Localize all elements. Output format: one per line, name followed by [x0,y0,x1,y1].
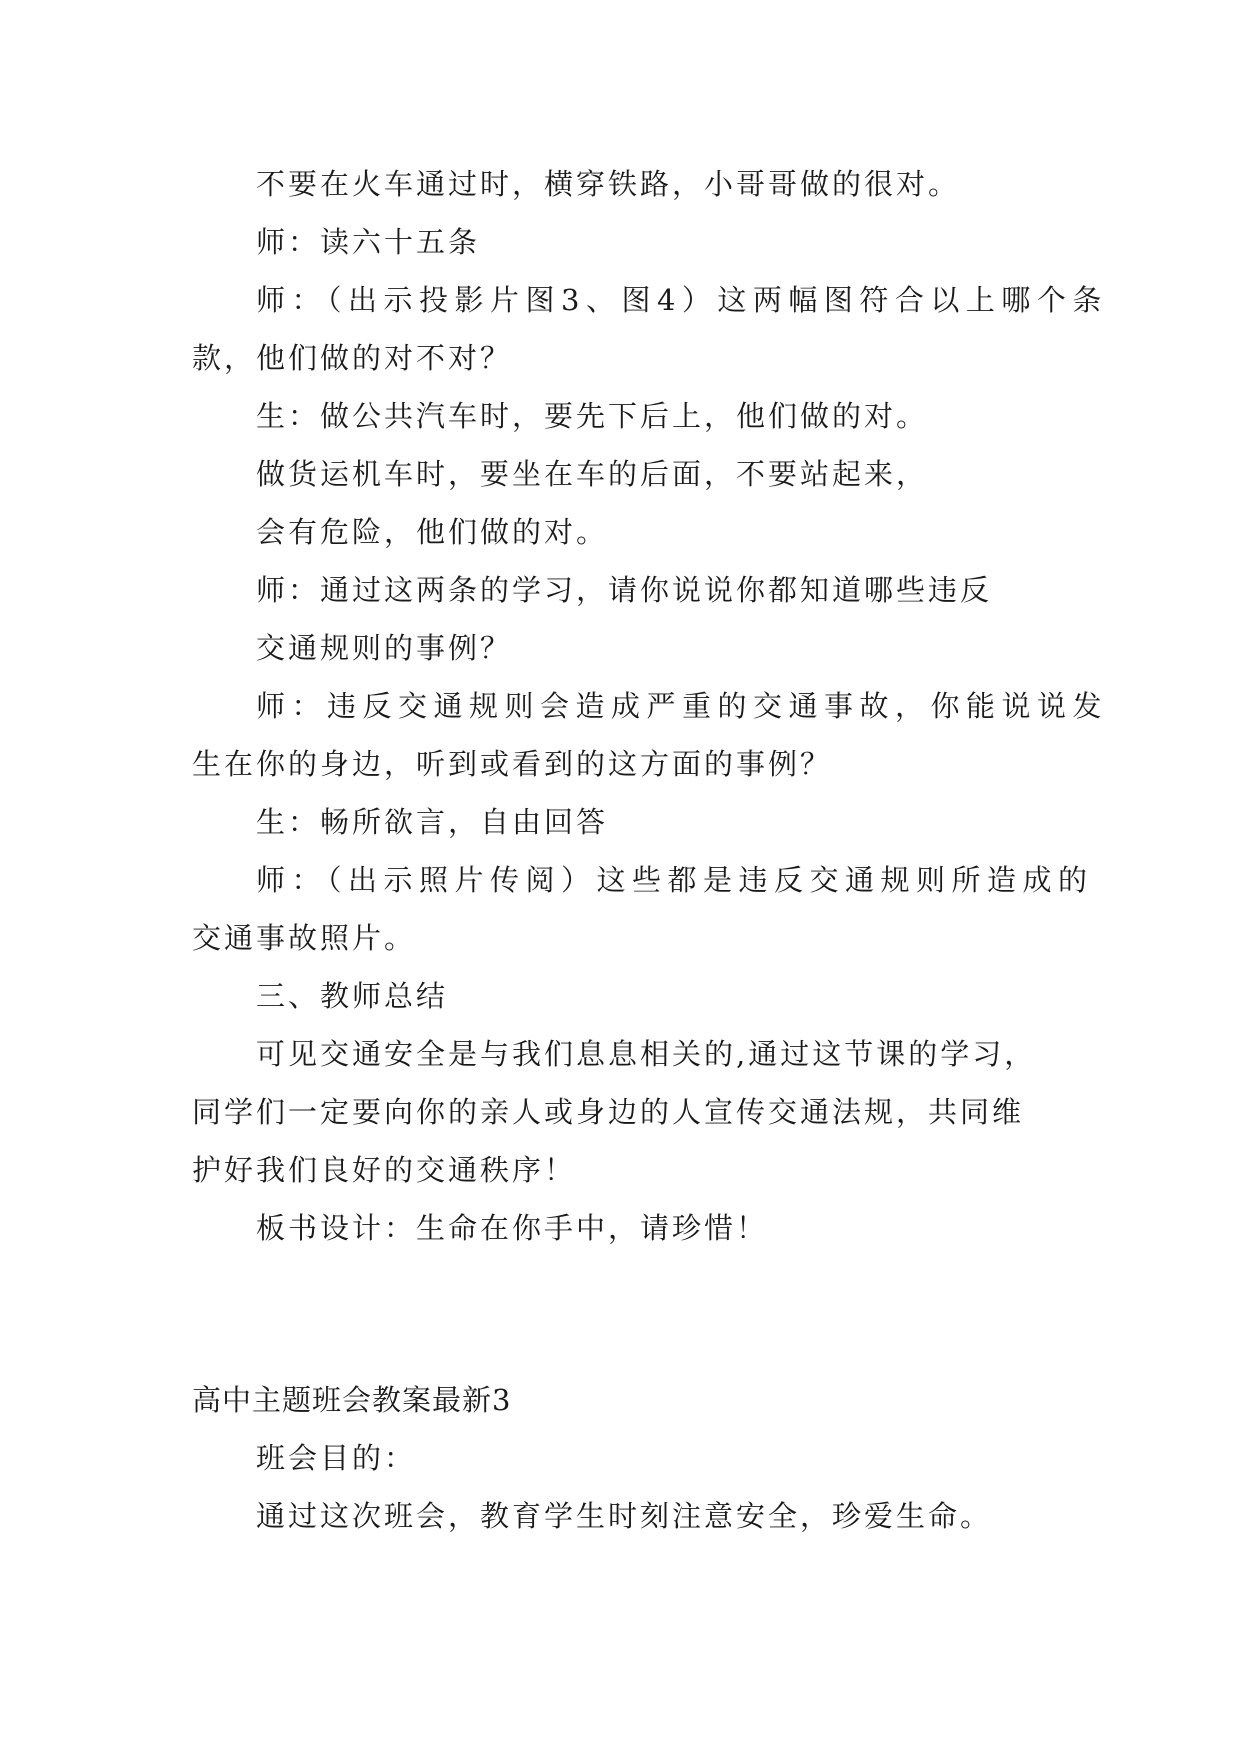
paragraph-line: 做货运机车时，要坐在车的后面，不要站起来， [256,457,929,491]
paragraph-line: 班会目的： [256,1441,417,1475]
paragraph-line: 师：（出示照片传阅）这些都是违反交通规则所造成的 [256,863,1094,897]
paragraph-line: 三、教师总结 [256,979,449,1013]
paragraph-line: 师：（出示投影片图3、图4）这两幅图符合以上哪个条 [256,283,1108,317]
paragraph-line: 板书设计：生命在你手中，请珍惜！ [256,1211,769,1245]
paragraph-line: 可见交通安全是与我们息息相关的,通过这节课的学习， [256,1037,1037,1071]
paragraph-line: 通过这次班会，教育学生时刻注意安全，珍爱生命。 [256,1499,993,1533]
paragraph-line: 交通事故照片。 [192,921,417,955]
paragraph-line: 护好我们良好的交通秩序！ [192,1153,577,1187]
paragraph-line: 师：读六十五条 [256,225,481,259]
paragraph-line: 款，他们做的对不对？ [192,341,513,375]
paragraph-line: 不要在火车通过时，横穿铁路，小哥哥做的很对。 [256,167,961,201]
paragraph-line: 师：通过这两条的学习，请你说说你都知道哪些违反 [256,573,993,607]
paragraph-line: 生：做公共汽车时，要先下后上，他们做的对。 [256,399,929,433]
paragraph-line: 生：畅所欲言，自由回答 [256,805,609,839]
paragraph-line: 交通规则的事例？ [256,631,513,665]
paragraph-line: 生在你的身边，听到或看到的这方面的事例？ [192,747,833,781]
paragraph-line: 师：违反交通规则会造成严重的交通事故，你能说说发 [256,689,1109,723]
section-title: 高中主题班会教案最新3 [192,1383,512,1417]
paragraph-line: 会有危险，他们做的对。 [256,515,609,549]
paragraph-line: 同学们一定要向你的亲人或身边的人宣传交通法规，共同维 [192,1095,1025,1129]
